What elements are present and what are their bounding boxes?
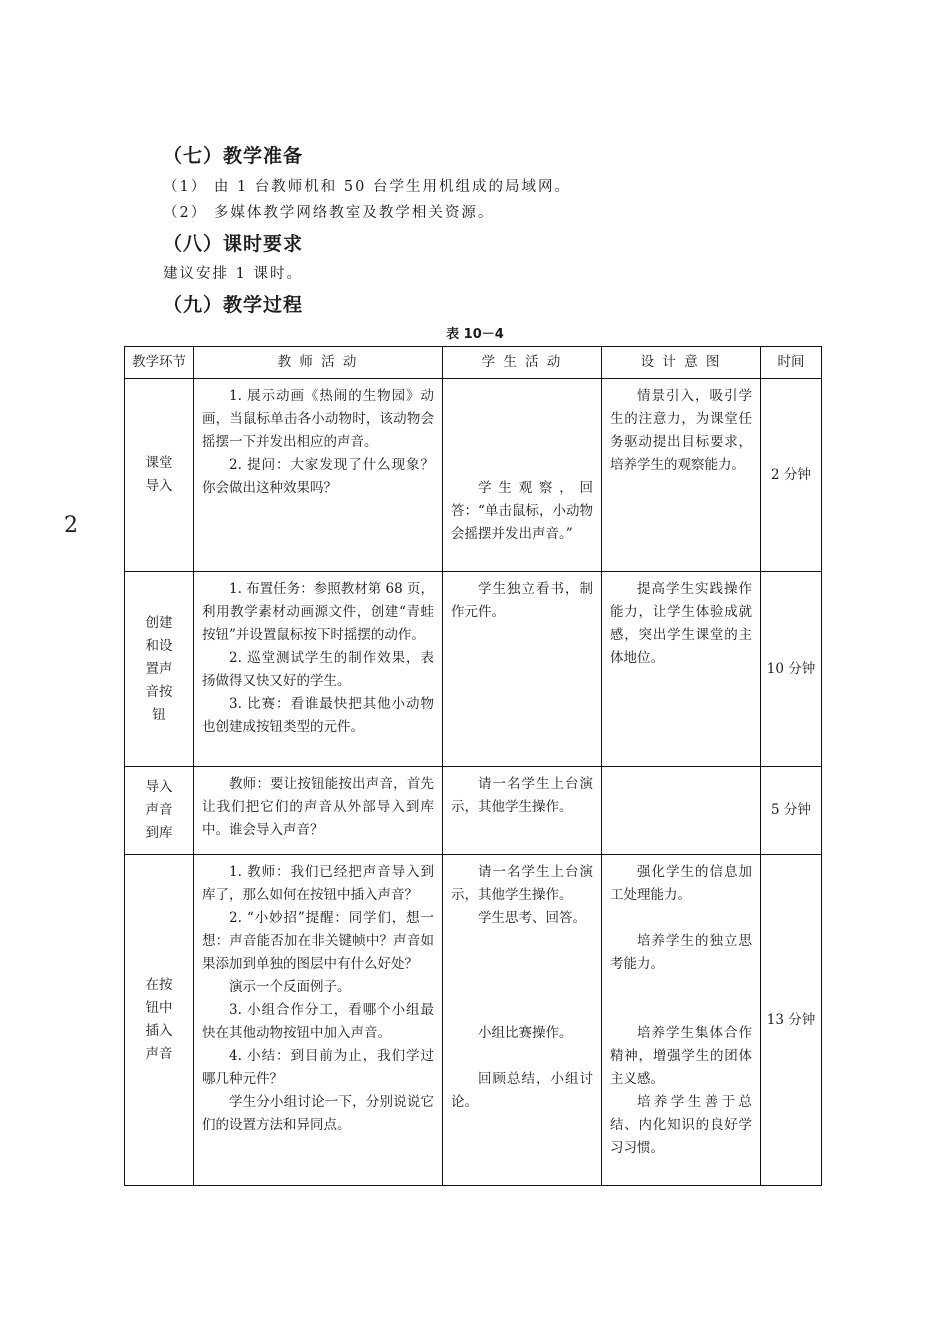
time-cell: 5 分钟 xyxy=(761,767,822,855)
intent-cell xyxy=(602,767,761,855)
page-number: 2 xyxy=(64,513,78,538)
table-row xyxy=(125,767,822,855)
teacher-cell: 教师：要让按钮能按出声音，首先让我们把它们的声音从外部导入到库中。谁会导入声音？ xyxy=(194,767,443,855)
table-header-row xyxy=(125,347,822,379)
header-intent: 设 计 意 图 xyxy=(602,347,761,379)
teacher-cell: 1. 布置任务：参照教材第 68 页，利用教学素材动画源文件，创建“青蛙按钮”并设置鼠标按下时摇摆的动作。 2. 巡堂测试学生的制作效果，表扬做得又快又好的学生。 3. 比赛：看谁最快把其他小动物也创建成按钮类型的元件。 xyxy=(194,572,443,767)
stage-cell: 课堂导入 xyxy=(125,379,194,572)
teacher-cell: 1. 展示动画《热闹的生物园》动画，当鼠标单击各小动物时，该动物会摇摆一下并发出相应的声音。 2. 提问：大家发现了什么现象？你会做出这种效果吗？ xyxy=(194,379,443,572)
table-row xyxy=(125,379,822,572)
hours-text: 建议安排 1 课时。 xyxy=(163,266,303,282)
table-row xyxy=(125,855,822,1186)
hours-heading: （八）课时要求 xyxy=(163,233,304,255)
stage-cell: 导入声音到库 xyxy=(125,767,194,855)
intent-cell: 情景引入，吸引学生的注意力，为课堂任务驱动提出目标要求，培养学生的观察能力。 xyxy=(602,379,761,572)
time-cell: 10 分钟 xyxy=(761,572,822,767)
student-cell: 请一名学生上台演示，其他学生操作。 学生思考、回答。 小组比赛操作。 回顾总结，小组讨论。 xyxy=(443,855,602,1186)
prep-item-1: （1） 由 1 台教师机和 50 台学生用机组成的局域网。 xyxy=(163,179,571,195)
intent-cell: 强化学生的信息加工处理能力。 培养学生的独立思考能力。 培养学生集体合作精神，增强学生的团体主义感。 培养学生善于总结、内化知识的良好学习习惯。 xyxy=(602,855,761,1186)
table-caption: 表 10－4 xyxy=(446,327,504,342)
prep-item-2: （2） 多媒体教学网络教室及教学相关资源。 xyxy=(163,205,495,221)
stage-cell: 在按钮中插入声音 xyxy=(125,855,194,1186)
student-cell: 请一名学生上台演示，其他学生操作。 xyxy=(443,767,602,855)
header-time: 时间 xyxy=(761,347,822,379)
student-cell: 学生观察，回答：“单击鼠标，小动物会摇摆并发出声音。” xyxy=(443,379,602,572)
student-cell: 学生独立看书，制作元件。 xyxy=(443,572,602,767)
teacher-cell: 1. 教师：我们已经把声音导入到库了，那么如何在按钮中插入声音？ 2. “小妙招”提醒：同学们，想一想：声音能否加在非关键帧中？声音如果添加到单独的图层中有什么好处？ 演示一个反面例子。 3. 小组合作分工，看哪个小组最快在其他动物按钮中加入声音。 4. 小结：到目前为止，我们学过哪几种元件？ 学生分小组讨论一下，分别说说它们的设置方法和异同点。 xyxy=(194,855,443,1186)
time-cell: 2 分钟 xyxy=(761,379,822,572)
prep-heading: （七）教学准备 xyxy=(163,145,304,167)
header-stage: 教学环节 xyxy=(125,347,194,379)
process-heading: （九）教学过程 xyxy=(163,294,304,316)
teaching-process-table xyxy=(124,346,822,1186)
table-row xyxy=(125,572,822,767)
header-student: 学 生 活 动 xyxy=(443,347,602,379)
intent-cell: 提高学生实践操作能力，让学生体验成就感，突出学生课堂的主体地位。 xyxy=(602,572,761,767)
time-cell: 13 分钟 xyxy=(761,855,822,1186)
stage-cell: 创建和设置声音按钮 xyxy=(125,572,194,767)
header-teacher: 教 师 活 动 xyxy=(194,347,443,379)
